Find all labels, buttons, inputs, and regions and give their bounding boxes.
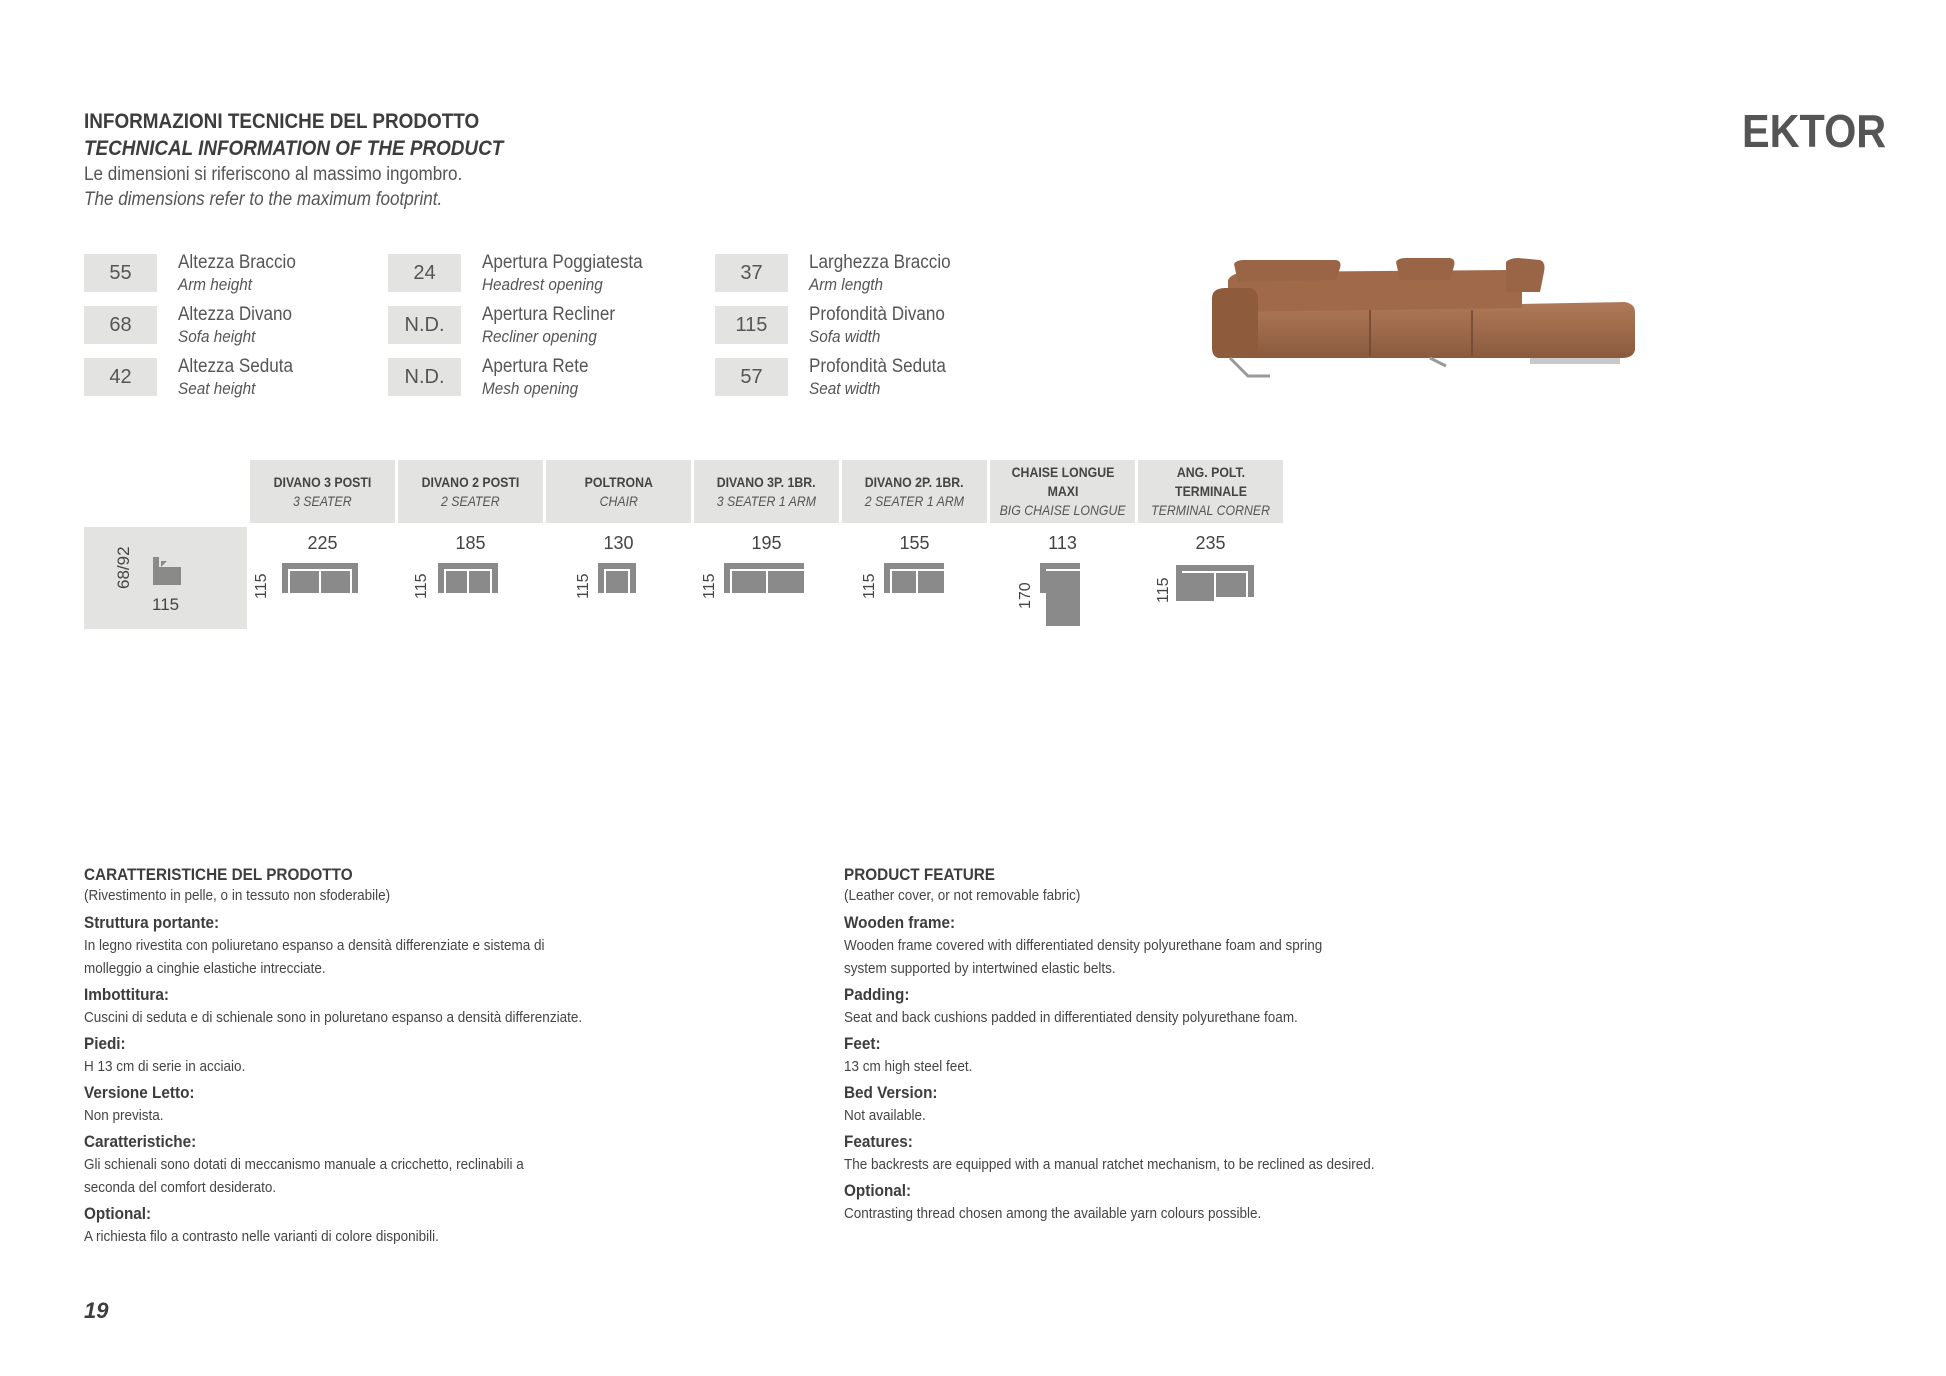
measure-value: 55 <box>84 254 157 292</box>
feature-key: Feet: <box>844 1034 881 1053</box>
col-header-3-seater <box>250 460 395 523</box>
col-name-it: POLTRONA <box>584 473 653 490</box>
feature-value: A richiesta filo a contrasto nelle varianti di colore disponibili. <box>84 1228 439 1245</box>
sofa-2-seater-icon <box>398 527 543 629</box>
measure-label-it: Altezza Braccio <box>178 252 296 273</box>
feature-value: 13 cm high steel feet. <box>844 1058 973 1075</box>
feature-key: Optional: <box>84 1204 152 1223</box>
sofa-photo <box>1210 250 1640 380</box>
col-name-en: 2 SEATER 1 ARM <box>864 492 965 509</box>
features-en-title: PRODUCT FEATURE <box>844 865 996 884</box>
sofa-3-seater-1-arm-icon <box>694 527 839 629</box>
cell-depth: 170 <box>1017 582 1034 609</box>
cell-depth: 115 <box>575 573 592 599</box>
feature-value: Non prevista. <box>84 1107 164 1124</box>
features-it-subtitle: (Rivestimento in pelle, o in tessuto non sfoderabile) <box>84 887 391 904</box>
cell-width: 130 <box>603 533 634 553</box>
measure-label-it: Larghezza Braccio <box>809 252 951 273</box>
feature-key: Features: <box>844 1132 913 1151</box>
measure-label-it: Altezza Divano <box>178 304 293 325</box>
measure-label-it: Apertura Poggiatesta <box>482 252 643 273</box>
measure-label-en: Headrest opening <box>482 275 603 294</box>
measure-value: N.D. <box>388 358 461 396</box>
feature-value: Cuscini di seduta e di schienale sono in poluretano espanso a densità differenziate. <box>84 1009 583 1026</box>
measure-label-en: Seat height <box>178 379 256 398</box>
feature-value: In legno rivestita con poliuretano espanso a densità differenziate e sistema di molleggio a cinghie elastiche intrecciate. <box>84 937 545 977</box>
measure-label-en: Arm length <box>809 275 883 294</box>
terminal-corner-icon <box>1138 527 1283 629</box>
measure-value: 68 <box>84 306 157 344</box>
measure-label-en: Seat width <box>809 379 881 398</box>
cell-depth: 115 <box>861 573 878 599</box>
col-name-it: DIVANO 2P. 1BR. <box>865 473 964 490</box>
row-header <box>84 527 247 629</box>
sofa-2-seater-1-arm-icon <box>842 527 987 629</box>
feature-value: H 13 cm di serie in acciaio. <box>84 1058 246 1075</box>
col-name-en: CHAIR <box>599 492 638 509</box>
cell-chair <box>546 527 691 629</box>
chaise-longue-icon <box>990 527 1135 629</box>
feature-value: Seat and back cushions padded in differentiated density polyurethane foam. <box>844 1009 1298 1026</box>
col-name-it: ANG. POLT. TERMINALE <box>1174 464 1247 499</box>
col-name-en: 3 SEATER 1 ARM <box>716 492 817 509</box>
feature-value: The backrests are equipped with a manual ratchet mechanism, to be reclined as desired. <box>844 1156 1375 1173</box>
col-name-it: DIVANO 3P. 1BR. <box>717 473 816 490</box>
measure-value: 37 <box>715 254 788 292</box>
measure-label-it: Apertura Rete <box>482 356 589 377</box>
cell-depth: 115 <box>1155 577 1172 603</box>
col-header-chair <box>546 460 691 523</box>
features-it-title: CARATTERISTICHE DEL PRODOTTO <box>84 865 353 884</box>
measure-label-en: Sofa width <box>809 327 881 346</box>
cell-2-seater <box>398 527 543 629</box>
measure-value: N.D. <box>388 306 461 344</box>
cell-depth: 115 <box>413 573 430 599</box>
product-name: EKTOR <box>1741 105 1886 157</box>
measure-label-en: Arm height <box>178 275 252 294</box>
cell-3-seater <box>250 527 395 629</box>
features-it <box>84 864 804 1248</box>
measure-label-it: Apertura Recliner <box>482 304 616 325</box>
feature-key: Bed Version: <box>844 1083 938 1102</box>
measure-label-en: Mesh opening <box>482 379 579 398</box>
page-number: 19 <box>84 1298 109 1323</box>
feature-key: Struttura portante: <box>84 913 220 932</box>
feature-value: Gli schienali sono dotati di meccanismo manuale a cricchetto, reclinabili a seconda del comfort desiderato. <box>84 1156 524 1196</box>
row-depth-label: 115 <box>152 595 180 614</box>
measure-label-it: Altezza Seduta <box>178 356 294 377</box>
col-name-en: TERMINAL CORNER <box>1151 502 1270 518</box>
cell-width: 235 <box>1195 533 1226 553</box>
col-header-terminal-corner <box>1138 460 1283 523</box>
cell-width: 195 <box>751 533 782 553</box>
measure-label-it: Profondità Divano <box>809 304 945 325</box>
cell-width: 113 <box>1048 533 1077 553</box>
cell-width: 155 <box>899 533 930 553</box>
feature-key: Imbottitura: <box>84 985 169 1004</box>
title-en: TECHNICAL INFORMATION OF THE PRODUCT <box>84 137 504 160</box>
feature-key: Piedi: <box>84 1034 126 1053</box>
feature-value: Wooden frame covered with differentiated density polyurethane foam and spring system supported by intertwined elastic belts. <box>844 937 1323 977</box>
note-en: The dimensions refer to the maximum footprint. <box>84 189 443 210</box>
col-name-it: DIVANO 2 POSTI <box>421 473 520 490</box>
col-header-2-seater <box>398 460 543 523</box>
row-height-label: 68/92 <box>114 546 133 589</box>
cell-chaise-longue <box>990 527 1135 629</box>
feature-key: Optional: <box>844 1181 912 1200</box>
measure-label-it: Profondità Seduta <box>809 356 946 377</box>
cell-2-seater-1-arm <box>842 527 987 629</box>
col-header-2-seater-1-arm <box>842 460 987 523</box>
feature-value: Not available. <box>844 1107 926 1124</box>
feature-value: Contrasting thread chosen among the available yarn colours possible. <box>844 1205 1262 1222</box>
col-name-it: CHAISE LONGUE MAXI <box>1011 464 1114 499</box>
features-en <box>844 864 1564 1225</box>
col-name-it: DIVANO 3 POSTI <box>273 473 372 490</box>
measure-value: 24 <box>388 254 461 292</box>
header-block <box>84 108 884 212</box>
cell-3-seater-1-arm <box>694 527 839 629</box>
measure-label-en: Recliner opening <box>482 327 597 346</box>
measure-label-en: Sofa height <box>178 327 256 346</box>
measure-value: 42 <box>84 358 157 396</box>
feature-key: Wooden frame: <box>844 913 956 932</box>
note-it: Le dimensioni si riferiscono al massimo ingombro. <box>84 164 463 185</box>
feature-key: Versione Letto: <box>84 1083 195 1102</box>
col-name-en: BIG CHAISE LONGUE <box>999 502 1126 518</box>
sofa-3-seater-icon <box>250 527 395 629</box>
feature-key: Padding: <box>844 985 910 1004</box>
measure-value: 57 <box>715 358 788 396</box>
col-header-chaise-longue <box>990 460 1135 523</box>
cell-width: 225 <box>307 533 338 553</box>
feature-key: Caratteristiche: <box>84 1132 197 1151</box>
features-en-subtitle: (Leather cover, or not removable fabric) <box>844 887 1081 904</box>
col-name-en: 3 SEATER <box>293 492 352 509</box>
chair-icon <box>546 527 691 629</box>
cell-terminal-corner <box>1138 527 1283 629</box>
cell-depth: 115 <box>253 573 270 599</box>
cell-width: 185 <box>455 533 486 553</box>
cell-depth: 115 <box>701 573 718 599</box>
measure-value: 115 <box>715 306 788 344</box>
col-name-en: 2 SEATER <box>441 492 500 509</box>
title-it: INFORMAZIONI TECNICHE DEL PRODOTTO <box>84 110 480 133</box>
col-header-3-seater-1-arm <box>694 460 839 523</box>
